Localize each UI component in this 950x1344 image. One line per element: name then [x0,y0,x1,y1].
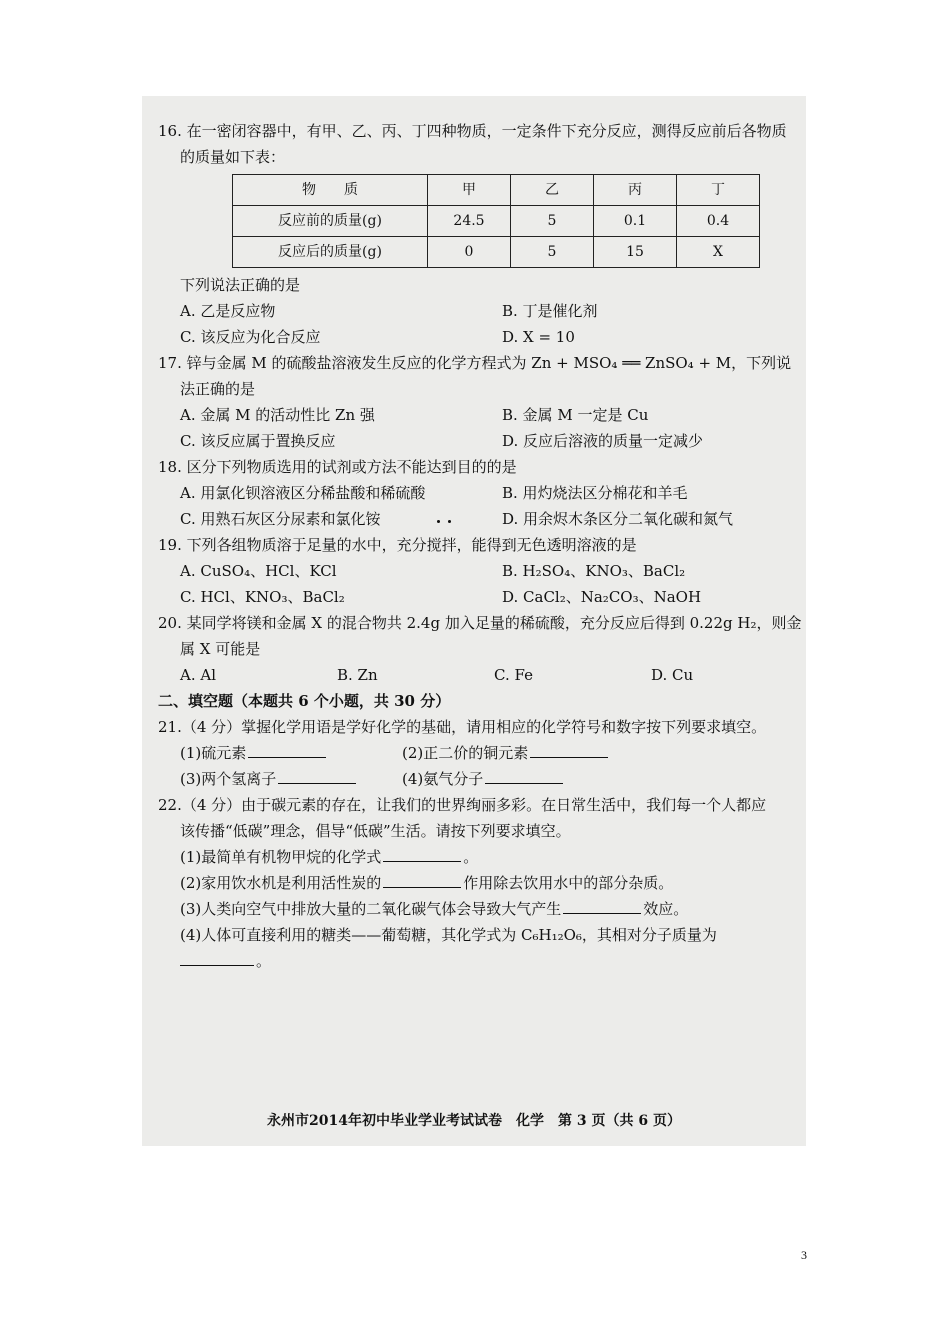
q19-option-a: A. CuSO₄、HCl、KCl [180,562,337,580]
q19-option-c: C. HCl、KNO₃、BaCl₂ [180,588,345,606]
q20-stem-line2: 属 X 可能是 [180,640,261,658]
table-cell: 0.1 [594,206,677,237]
q22-part-1 [158,844,808,870]
q21-part-3 [180,766,402,792]
q22-part-4: (4)人体可直接利用的糖类——葡萄糖，其化学式为 C₆H₁₂O₆，其相对分子质量为 [180,926,717,944]
q16-option-a: A. 乙是反应物 [180,302,276,320]
q22-part-4-end: 。 [256,952,272,970]
answer-blank[interactable] [485,767,563,784]
section-heading: 二、填空题（本题共 6 个小题，共 30 分） [158,692,451,710]
q21-part-1 [180,740,402,766]
answer-blank[interactable] [563,897,641,914]
q22-stem-line2: 该传播“低碳”理念，倡导“低碳”生活。请按下列要求填空。 [180,822,571,840]
table-cell: 反应前的质量(g) [233,206,428,237]
emphasis-dots [437,508,467,512]
table-cell: 0.4 [677,206,760,237]
q22-stem-line1: 22.（4 分）由于碳元素的存在，让我们的世界绚丽多彩。在日常生活中，我们每一个人都应 [158,796,767,814]
q20-option-b: B. Zn [337,666,378,684]
q20-option-d: D. Cu [651,666,694,684]
q19-stem: 19. 下列各组物质溶于足量的水中，充分搅拌，能得到无色透明溶液的是 [158,536,637,554]
answer-blank[interactable] [530,741,608,758]
q21-part-3-label: (3)两个氢离子 [180,770,277,788]
q21-parts-34 [158,766,808,792]
q22-part-1-end: 。 [463,848,479,866]
q19-option-b: B. H₂SO₄、KNO₃、BaCl₂ [502,562,686,580]
q20-options [158,662,808,688]
table-cell: X [677,237,760,268]
page-number: 3 [801,1248,807,1262]
q22-part-2-text: (2)家用饮水机是利用活性炭的 [180,874,382,892]
q22-part-3-text: (3)人类向空气中排放大量的二氧化碳气体会导致大气产生 [180,900,562,918]
q17-stem-line1: 17. 锌与金属 M 的硫酸盐溶液发生反应的化学方程式为 Zn + MSO₄ ══ ZnSO₄ + M，下列说 [158,354,792,372]
q22-part-2 [158,870,808,896]
q20-stem-line1: 20. 某同学将镁和金属 X 的混合物共 2.4g 加入足量的稀硫酸，充分反应后得到 0.22g H₂，则金 [158,614,802,632]
q19-option-d: D. CaCl₂、Na₂CO₃、NaOH [502,588,702,606]
table-cell: 15 [594,237,677,268]
q18-options-cd [158,506,808,532]
q18-option-d: D. 用余烬木条区分二氧化碳和氮气 [502,510,734,528]
q16-stem-line1: 16. 在一密闭容器中，有甲、乙、丙、丁四种物质，一定条件下充分反应，测得反应前后各物质 [158,122,787,140]
q22-part-3-end: 效应。 [643,900,689,918]
table-cell: 5 [511,206,594,237]
q21-part-4-label: (4)氨气分子 [402,770,484,788]
q16-prompt: 下列说法正确的是 [180,276,301,294]
q16-stem-line2: 的质量如下表： [180,148,286,166]
q17-option-a: A. 金属 M 的活动性比 Zn 强 [180,406,375,424]
exam-content [158,118,808,974]
table-cell: 24.5 [428,206,511,237]
answer-blank[interactable] [383,845,461,862]
answer-blank[interactable] [383,871,461,888]
q18-option-a: A. 用氯化钡溶液区分稀盐酸和稀硫酸 [180,484,426,502]
q18-stem: 18. 区分下列物质选用的试剂或方法不能达到目的的是 [158,458,517,476]
q20-option-c: C. Fe [494,666,533,684]
answer-blank[interactable] [278,767,356,784]
table-cell: 反应后的质量(g) [233,237,428,268]
q16-option-d: D. X = 10 [502,328,575,346]
q21-part-2 [402,740,610,766]
q17-options-cd [158,428,808,454]
q17-options-ab [158,402,808,428]
table-cell: 丙 [594,175,677,206]
q16-option-c: C. 该反应为化合反应 [180,328,321,346]
q18-option-c: C. 用熟石灰区分尿素和氯化铵 [180,510,381,528]
mass-table [232,174,760,268]
q21-parts-12 [158,740,808,766]
table-row [233,206,760,237]
table-cell: 丁 [677,175,760,206]
q22-part-2-end: 作用除去饮用水中的部分杂质。 [463,874,674,892]
table-cell: 甲 [428,175,511,206]
table-cell: 5 [511,237,594,268]
q22-part-4-answer [158,948,808,974]
answer-blank[interactable] [180,949,254,966]
q19-options-cd [158,584,808,610]
q18-options-ab [158,480,808,506]
q17-stem-line2: 法正确的是 [180,380,256,398]
q21-part-1-label: (1)硫元素 [180,744,247,762]
table-header-row [233,175,760,206]
q16-option-b: B. 丁是催化剂 [502,302,598,320]
table-row [233,237,760,268]
q16-options-cd [158,324,808,350]
q17-option-b: B. 金属 M 一定是 Cu [502,406,649,424]
page-footer: 永州市2014年初中毕业学业考试试卷 化学 第 3 页（共 6 页） [267,1113,681,1129]
q16-options-ab [158,298,808,324]
q22-part-1-text: (1)最简单有机物甲烷的化学式 [180,848,382,866]
table-cell: 乙 [511,175,594,206]
q21-stem: 21.（4 分）掌握化学用语是学好化学的基础，请用相应的化学符号和数字按下列要求填空。 [158,718,767,736]
table-cell: 0 [428,237,511,268]
q21-part-4 [402,766,565,792]
answer-blank[interactable] [248,741,326,758]
q17-option-c: C. 该反应属于置换反应 [180,432,336,450]
q17-option-d: D. 反应后溶液的质量一定减少 [502,432,704,450]
q20-option-a: A. Al [180,666,216,684]
q21-part-2-label: (2)正二价的铜元素 [402,744,529,762]
q19-options-ab [158,558,808,584]
table-cell: 物 质 [233,175,428,206]
q18-option-b: B. 用灼烧法区分棉花和羊毛 [502,484,688,502]
q22-part-3 [158,896,808,922]
